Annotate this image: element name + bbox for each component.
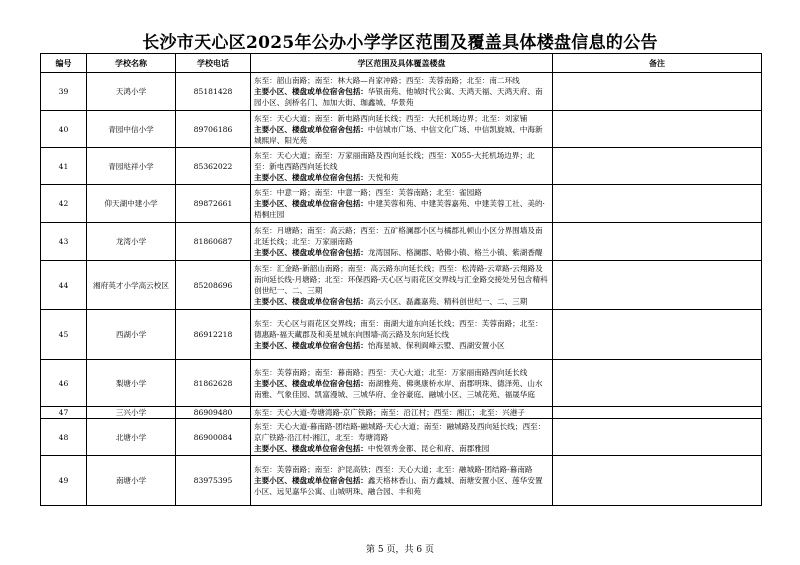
school-name: 青园中信小学	[87, 111, 176, 148]
district-area	[251, 148, 553, 185]
district-bounds: 东至：汇金路-新韶山南路；南至：高云路东向延长线；西至：松涛路-云章路-云翔路及南向延长线-月塘路；北至：环保西路-天心区与雨花区交界线与汇金路交接处另包含精科创世纪一、二、三期	[254, 264, 548, 295]
school-phone: 81860687	[176, 223, 251, 261]
row-note	[553, 73, 762, 111]
row-number: 45	[41, 310, 87, 360]
row-note	[553, 185, 762, 223]
school-district-table	[40, 53, 762, 506]
table-row	[41, 73, 762, 111]
district-bounds: 东至：天心大道；南至：万家丽南路及西向延长线；西至：X055-大托机场边界；北至：新电西路西向延长线	[254, 150, 535, 171]
table-row	[41, 360, 762, 407]
estates-list: 中建芙蓉和苑、中建芙蓉嘉苑、中建芙蓉工社、美的·梧桐庄园	[254, 199, 545, 219]
school-name: 龙湾小学	[87, 223, 176, 261]
district-estates	[254, 124, 549, 146]
estates-label: 主要小区、楼盘或单位宿舍包括：	[254, 341, 368, 350]
district-bounds: 东至：韶山南路；南至：林大路—肖家冲路；西至：芙蓉南路；北至：南二环线	[254, 76, 520, 85]
estates-list: 天悦和苑	[367, 172, 399, 182]
row-note	[553, 407, 762, 419]
district-area	[251, 111, 553, 148]
district-estates	[254, 296, 549, 307]
estates-list: 鑫天格林香山、南方鑫城、南塘安置小区、莲华安置小区、远见嘉华公寓、山城明珠、融合园、丰和苑	[254, 476, 543, 496]
row-number: 48	[41, 419, 87, 456]
school-phone: 86909480	[176, 407, 251, 419]
school-name: 北塘小学	[87, 419, 176, 456]
school-phone: 89872661	[176, 185, 251, 223]
row-note	[553, 111, 762, 148]
estates-list: 高云小区、磊鑫嘉苑、精科创世纪一、二、三期	[367, 297, 528, 306]
row-number: 47	[41, 407, 87, 419]
estates-list: 龙湾国际、格澜郡、哈佛小镇、格兰小镇、紫湖香醍	[367, 248, 543, 257]
header-area: 学区范围及具体覆盖楼盘	[251, 54, 553, 73]
school-name: 青园垯祥小学	[87, 148, 176, 185]
row-note	[553, 360, 762, 407]
table-row	[41, 261, 762, 310]
district-area	[251, 310, 553, 360]
school-name: 湘府英才小学高云校区	[87, 261, 176, 310]
district-bounds: 东至：天心大道-寿塘湾路-京广铁路；南至：沿江村；西至：湘江；北至：兴港子	[254, 408, 525, 417]
table-row	[41, 148, 762, 185]
table-header-row	[41, 54, 762, 73]
table-row	[41, 456, 762, 506]
estates-list: 华银南苑、他城时代公寓、天鸿天福、天鸿天府、南园小区、剑桥名门、加加大街、珈鑫城、华景苑	[254, 87, 543, 107]
row-number: 39	[41, 73, 87, 111]
page-title: 长沙市天心区2025年公办小学学区范围及覆盖具体楼盘信息的公告	[142, 33, 658, 53]
district-area	[251, 223, 553, 261]
district-bounds: 东至：天心大道-暮南路-团结路-融城路-天心大道；南至：融城路及西向延长线；西至：京广铁路-沿江村-湘江，北至：寿塘湾路	[254, 421, 546, 442]
row-note	[553, 310, 762, 360]
district-bounds: 东至：芙蓉南路；南至：沪昆高铁；西至：天心大道；北至：融城路-团结路-暮南路	[254, 465, 533, 474]
row-number: 40	[41, 111, 87, 148]
district-bounds: 东至：月塘路；南至：高云路；西至：五矿格澜郡小区与橘郡礼顿山小区分界围墙及南北延长线；北至：万家丽南路	[254, 226, 543, 246]
table-row	[41, 310, 762, 360]
estates-label: 主要小区、楼盘或单位宿舍包括：	[254, 443, 368, 453]
school-phone: 86900084	[176, 419, 251, 456]
row-number: 44	[41, 261, 87, 310]
district-bounds: 东至：天心区与雨花区交界线；南至：南湖大道东向延长线；西至：芙蓉南路；北至：德惠路-福天藏郡及和美星城东向围墙-高云路及东向延长线	[254, 319, 543, 339]
estates-label: 主要小区、楼盘或单位宿舍包括：	[254, 378, 368, 388]
page-footer: 第 5 页，共 6 页	[366, 545, 434, 555]
estates-label: 主要小区、楼盘或单位宿舍包括：	[254, 297, 368, 306]
row-note	[553, 261, 762, 310]
header-no: 编号	[41, 54, 87, 73]
district-area	[251, 261, 553, 310]
estates-label: 主要小区、楼盘或单位宿舍包括：	[254, 124, 368, 134]
district-area	[251, 407, 553, 419]
district-estates	[254, 247, 549, 258]
estates-label: 主要小区、楼盘或单位宿舍包括：	[254, 172, 368, 182]
school-name: 梨塘小学	[87, 360, 176, 407]
table-body	[41, 73, 762, 506]
school-name: 仰天湖中建小学	[87, 185, 176, 223]
row-note	[553, 148, 762, 185]
school-name: 三兴小学	[87, 407, 176, 419]
header-note: 备注	[553, 54, 762, 73]
school-phone: 85362022	[176, 148, 251, 185]
school-phone: 81862628	[176, 360, 251, 407]
estates-label: 主要小区、楼盘或单位宿舍包括：	[254, 87, 368, 96]
table-row	[41, 223, 762, 261]
school-name: 西湖小学	[87, 310, 176, 360]
district-area	[251, 419, 553, 456]
district-estates	[254, 172, 549, 183]
row-note	[553, 419, 762, 456]
estates-label: 主要小区、楼盘或单位宿舍包括：	[254, 476, 368, 485]
row-note	[553, 456, 762, 506]
table-row	[41, 111, 762, 148]
header-school: 学校名称	[87, 54, 176, 73]
row-note	[553, 223, 762, 261]
school-phone: 85181428	[176, 73, 251, 111]
row-number: 41	[41, 148, 87, 185]
estates-label: 主要小区、楼盘或单位宿舍包括：	[254, 199, 368, 208]
school-phone: 86912218	[176, 310, 251, 360]
district-bounds: 东至：芙蓉南路；南至：暮南路；西至：天心大道；北至：万家丽南路西向延长线	[254, 367, 528, 377]
estates-list: 中悦领秀金都、昆仑和府、南郡雅园	[367, 443, 490, 453]
school-phone: 85208696	[176, 261, 251, 310]
row-number: 46	[41, 360, 87, 407]
table-row	[41, 419, 762, 456]
row-number: 42	[41, 185, 87, 223]
district-area	[251, 73, 553, 111]
estates-list: 中信城市广场、中信文化广场、中信凯旋城、中海新城熙岸、阳光苑	[254, 124, 543, 145]
district-estates	[254, 378, 549, 400]
district-estates	[254, 475, 549, 497]
district-estates	[254, 86, 549, 108]
estates-list: 怡海星城、保利阆峰云墅、西湖安置小区	[367, 341, 505, 350]
district-area	[251, 185, 553, 223]
district-bounds: 东至：天心大道；南至：新电路西向延长线；西至：大托机场边界；北至：刘家铺	[254, 113, 528, 123]
school-phone: 89706186	[176, 111, 251, 148]
district-area	[251, 456, 553, 506]
table-row	[41, 185, 762, 223]
header-phone: 学校电话	[176, 54, 251, 73]
school-name: 天鸿小学	[87, 73, 176, 111]
school-name: 南塘小学	[87, 456, 176, 506]
district-area	[251, 360, 553, 407]
estates-label: 主要小区、楼盘或单位宿舍包括：	[254, 248, 368, 257]
district-estates	[254, 340, 549, 351]
school-phone: 83975395	[176, 456, 251, 506]
district-estates	[254, 443, 549, 454]
table-row	[41, 407, 762, 419]
row-number: 49	[41, 456, 87, 506]
estates-list: 南湖雅苑、佛奥康桥水岸、南郡明珠、德泽苑、山水南雅、气象佳园、凯富漫城、三城华府、金谷豪庭、融城小区、三城花苑、福晟华庭	[254, 378, 543, 399]
district-bounds: 东至：中意一路；南至：中意一路；西至：芙蓉南路；北至：雀园路	[254, 188, 482, 197]
district-estates	[254, 198, 549, 220]
row-number: 43	[41, 223, 87, 261]
